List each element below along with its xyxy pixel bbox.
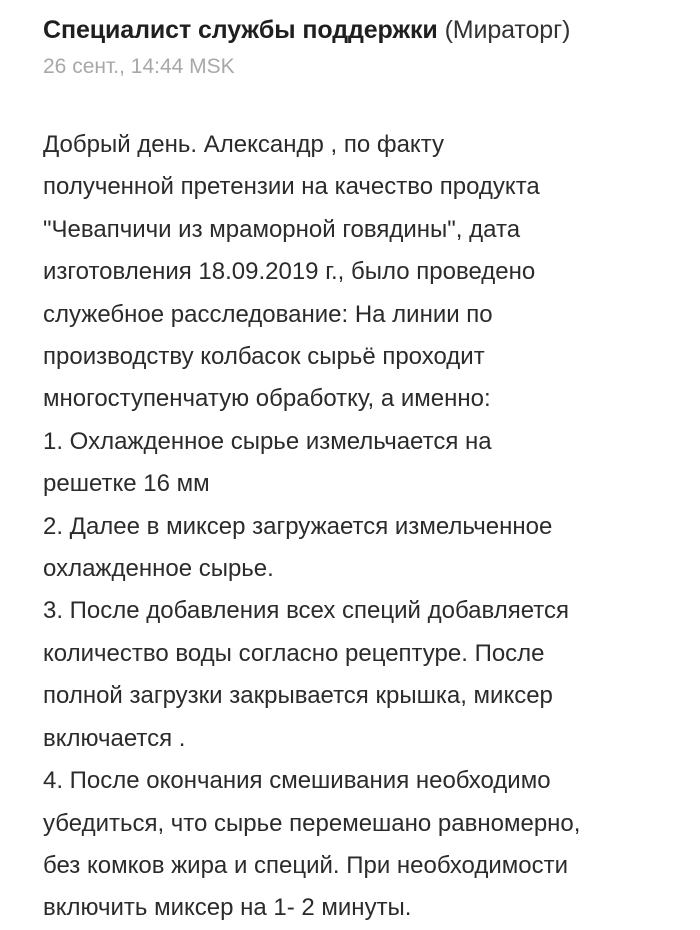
message-line: производству колбасок сырьё проходит	[43, 343, 485, 371]
message-line: без комков жира и специй. При необходимости	[43, 851, 569, 879]
message-line: полученной претензии на качество продукта	[43, 173, 540, 201]
support-message	[43, 14, 683, 930]
message-line: решетке 16 мм	[43, 470, 210, 498]
message-line: 3. После добавления всех специй добавляется	[43, 597, 569, 625]
message-line: 2. Далее в миксер загружается измельченное	[43, 512, 553, 540]
message-line: Добрый день. Александр , по факту	[43, 131, 444, 158]
message-line: количество воды согласно рецептуре. После	[43, 639, 545, 667]
message-line: охлажденное сырье.	[43, 555, 274, 583]
message-line: служебное расследование: На линии по	[43, 300, 493, 328]
author-organization: (Мираторг)	[444, 16, 571, 44]
message-line: полной загрузки закрывается крышка, миксер	[43, 682, 553, 710]
message-line: изготовления 18.09.2019 г., было проведено	[43, 258, 536, 286]
message-line: 4. После окончания смешивания необходимо	[43, 767, 551, 795]
message-header	[43, 14, 683, 46]
message-line: многоступенчатую обработку, а именно:	[43, 385, 491, 413]
message-line: убедиться, что сырье перемешано равномерно,	[43, 809, 581, 837]
message-line: включить миксер на 1- 2 минуты.	[43, 894, 412, 922]
message-body	[43, 124, 683, 930]
message-line: включается .	[43, 724, 186, 752]
message-line: "Чевапчичи из мраморной говядины", дата	[43, 215, 521, 243]
message-line: 1. Охлажденное сырье измельчается на	[43, 427, 492, 455]
author-name: Специалист службы поддержки	[43, 16, 438, 44]
message-timestamp: 26 сент., 14:44 MSK	[43, 55, 235, 78]
